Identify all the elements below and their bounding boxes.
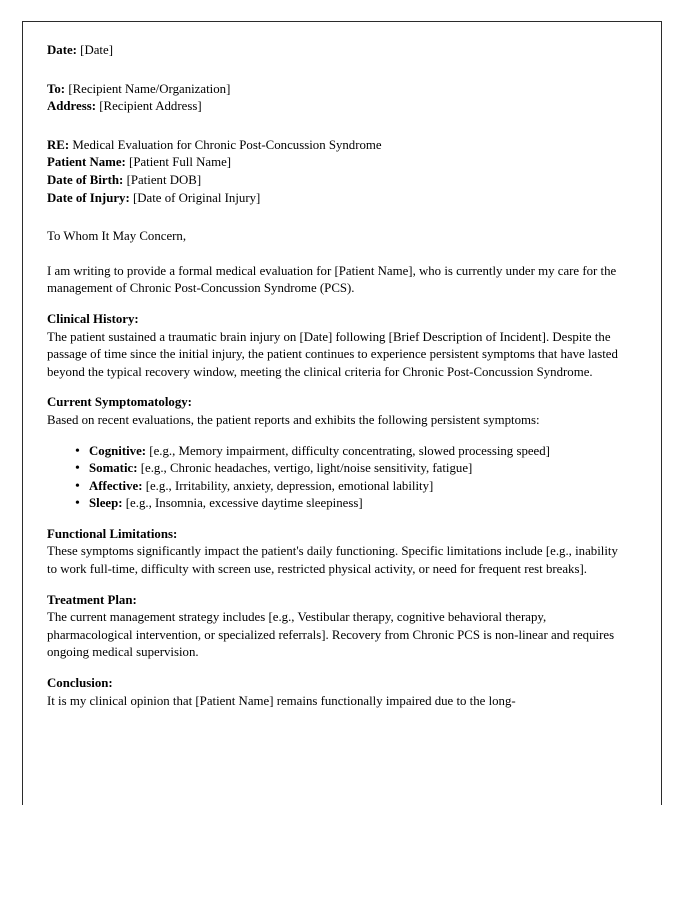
to-label: To: <box>47 81 66 96</box>
list-item <box>47 495 623 513</box>
re-value: Medical Evaluation for Chronic Post-Concussion Syndrome <box>72 137 382 152</box>
symptom-category-text: [e.g., Memory impairment, difficulty concentrating, slowed processing speed] <box>149 443 550 458</box>
treatment-plan-heading: Treatment Plan: <box>47 592 137 607</box>
spacer <box>47 381 623 394</box>
recipient-line <box>47 81 623 99</box>
current-symptomatology-heading: Current Symptomatology: <box>47 395 192 410</box>
spacer <box>47 430 623 443</box>
to-value: [Recipient Name/Organization] <box>68 81 231 96</box>
address-line <box>47 98 623 116</box>
date-of-birth-line <box>47 172 623 190</box>
date-of-injury-line <box>47 190 623 208</box>
list-item <box>47 460 623 478</box>
patient-name-value: [Patient Full Name] <box>129 155 232 170</box>
bullet-icon: • <box>75 496 80 512</box>
conclusion-body: It is my clinical opinion that [Patient Name] remains functionally impaired due to the long- <box>47 693 516 708</box>
dob-value: [Patient DOB] <box>126 172 202 187</box>
spacer <box>47 116 623 137</box>
current-symptomatology-body: Based on recent evaluations, the patient reports and exhibits the following persistent symptoms: <box>47 412 540 427</box>
re-label: RE: <box>47 137 70 152</box>
bullet-icon: • <box>75 478 80 494</box>
doi-value: [Date of Original Injury] <box>132 190 261 205</box>
subject-line <box>47 137 623 155</box>
doi-label: Date of Injury: <box>47 190 130 205</box>
spacer <box>47 207 623 228</box>
symptom-category-label: Cognitive: <box>89 443 147 458</box>
symptom-category-text: [e.g., Insomnia, excessive daytime sleepiness] <box>125 496 363 511</box>
symptom-category-label: Affective: <box>89 478 143 493</box>
functional-limitations-body: These symptoms significantly impact the patient's daily functioning. Specific limitations include [e.g., inability to work full-time, difficulty with screen use, restricted physical activity, or need for frequent rest breaks]. <box>47 544 618 577</box>
spacer <box>47 60 623 81</box>
letter-body <box>47 42 623 710</box>
spacer <box>47 513 623 526</box>
symptom-category-text: [e.g., Irritability, anxiety, depression, emotional lability] <box>145 478 434 493</box>
date-label: Date: <box>47 43 77 57</box>
date-value: [Date] <box>80 43 113 57</box>
clinical-history-heading: Clinical History: <box>47 311 139 326</box>
symptom-category-label: Sleep: <box>89 496 123 511</box>
list-item <box>47 443 623 461</box>
patient-name-label: Patient Name: <box>47 155 126 170</box>
bullet-icon: • <box>75 443 80 459</box>
salutation: To Whom It May Concern, <box>47 229 187 244</box>
symptom-category-text: [e.g., Chronic headaches, vertigo, light/noise sensitivity, fatigue] <box>140 461 473 476</box>
intro-paragraph: I am writing to provide a formal medical evaluation for [Patient Name], who is currently under my care for the management of Chronic Post-Concussion Syndrome (PCS). <box>47 263 617 296</box>
list-item <box>47 478 623 496</box>
spacer <box>47 246 623 263</box>
address-label: Address: <box>47 99 97 114</box>
spacer <box>47 298 623 311</box>
address-value: [Recipient Address] <box>99 99 202 114</box>
symptom-category-label: Somatic: <box>89 461 138 476</box>
date-line <box>47 42 623 60</box>
symptom-list <box>47 443 623 513</box>
document-page <box>22 21 662 805</box>
spacer <box>47 579 623 592</box>
conclusion-heading: Conclusion: <box>47 676 113 691</box>
clinical-history-body: The patient sustained a traumatic brain injury on [Date] following [Brief Description of Incident]. Despite the passage of time since the initial injury, the patient continues to experience persistent symptoms that have lasted beyond the typical recovery window, meeting the clinical criteria for Chronic Post-Concussion Syndrome. <box>47 329 618 379</box>
spacer <box>47 662 623 675</box>
treatment-plan-body: The current management strategy includes [e.g., Vestibular therapy, cognitive behavioral therapy, pharmacological intervention, or specialized referrals]. Recovery from Chronic PCS is non-linear and requires ongoing medical supervision. <box>47 610 615 660</box>
patient-name-line <box>47 154 623 172</box>
bullet-icon: • <box>75 461 80 477</box>
functional-limitations-heading: Functional Limitations: <box>47 526 178 541</box>
dob-label: Date of Birth: <box>47 172 124 187</box>
